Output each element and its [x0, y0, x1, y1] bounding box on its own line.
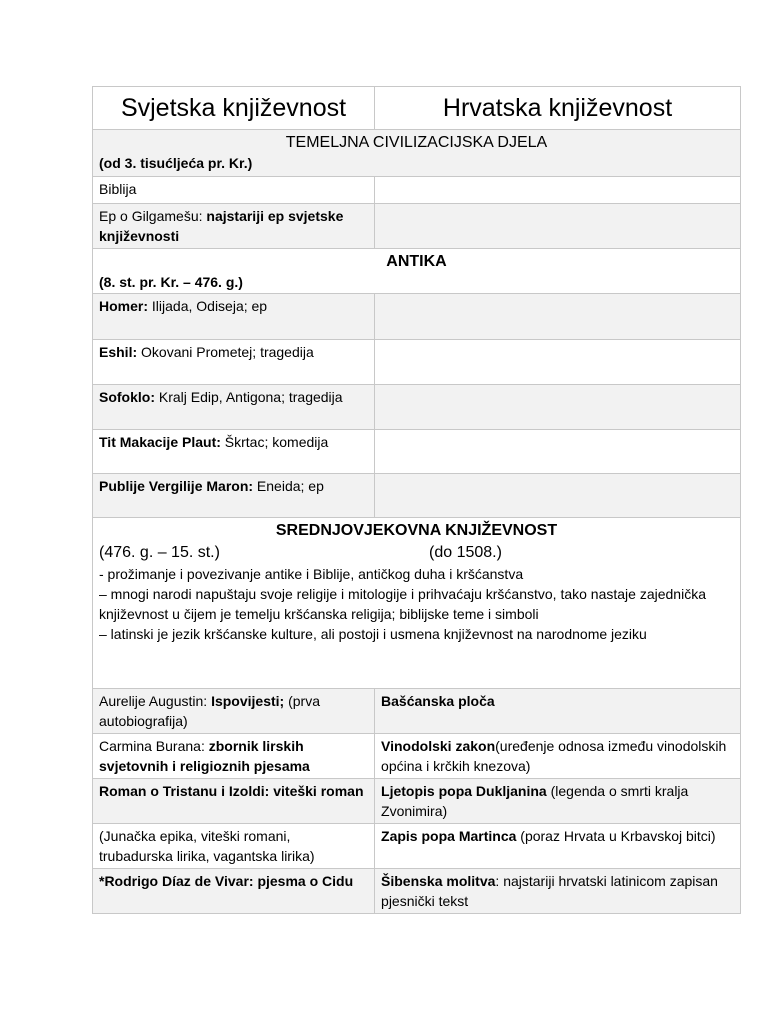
- table-row: [93, 177, 741, 204]
- cell-croatian: [375, 385, 741, 430]
- cell-croatian: [375, 340, 741, 385]
- table-row: [93, 340, 741, 385]
- cell-croatian: [375, 430, 741, 474]
- dates-croatian: (do 1508.): [429, 544, 502, 561]
- section-point: - prožimanje i povezivanje antike i Biblije, antičkog duha i kršćanstva: [99, 566, 524, 582]
- cell-world: Eshil: Okovani Prometej; tragedija: [93, 340, 375, 385]
- cell-croatian: [375, 474, 741, 518]
- cell-world: Biblija: [93, 177, 375, 204]
- table-row: [93, 430, 741, 474]
- table-row: [93, 474, 741, 518]
- cell-croatian: Bašćanska ploča: [375, 689, 741, 734]
- cell-croatian: [375, 204, 741, 249]
- section-point: – mnogi narodi napuštaju svoje religije i mitologije i prihvaćaju kršćanstvo, tako nastaje zajednička književnost u čijem je temelju kršćanska religija; biblijske teme i simboli: [99, 586, 706, 622]
- table-row: [93, 204, 741, 249]
- section-antika: [93, 249, 741, 294]
- cell-croatian: Vinodolski zakon(uređenje odnosa između vinodolskih općina i krčkih knezova): [375, 734, 741, 779]
- section-title: SREDNJOVJEKOVNA KNJIŽEVNOST: [275, 522, 558, 539]
- cell-world: Ep o Gilgamešu: najstariji ep svjetske književnosti: [93, 204, 375, 249]
- cell-world: Publije Vergilije Maron: Eneida; ep: [93, 474, 375, 518]
- table-row: [93, 824, 741, 869]
- section-temeljna: [93, 130, 741, 177]
- table-row: [93, 385, 741, 430]
- table-row: [93, 734, 741, 779]
- section-srednjovjekovna: [93, 518, 741, 689]
- cell-croatian: [375, 177, 741, 204]
- section-title: TEMELJNA CIVILIZACIJSKA DJELA: [285, 134, 548, 151]
- cell-world: Sofoklo: Kralj Edip, Antigona; tragedija: [93, 385, 375, 430]
- header-croatian: Hrvatska književnost: [375, 87, 741, 130]
- cell-world: Roman o Tristanu i Izoldi: viteški roman: [93, 779, 375, 824]
- dates-world: (476. g. – 15. st.): [99, 544, 220, 561]
- cell-croatian: Šibenska molitva: najstariji hrvatski latinicom zapisan pjesnički tekst: [375, 869, 741, 914]
- cell-croatian: Ljetopis popa Dukljanina (legenda o smrti kralja Zvonimira): [375, 779, 741, 824]
- table-row: [93, 689, 741, 734]
- section-dates: (od 3. tisućljeća pr. Kr.): [99, 155, 253, 171]
- table-row: [93, 869, 741, 914]
- literature-table: [92, 86, 741, 914]
- section-title: ANTIKA: [386, 253, 447, 270]
- cell-world: Homer: Ilijada, Odiseja; ep: [93, 294, 375, 340]
- cell-world: Tit Makacije Plaut: Škrtac; komedija: [93, 430, 375, 474]
- cell-croatian: [375, 294, 741, 340]
- header-row: [93, 87, 741, 130]
- cell-world: Aurelije Augustin: Ispovijesti; (prva autobiografija): [93, 689, 375, 734]
- cell-world: (Junačka epika, viteški romani, trubadurska lirika, vagantska lirika): [93, 824, 375, 869]
- section-dates: (8. st. pr. Kr. – 476. g.): [99, 274, 243, 290]
- table-row: [93, 779, 741, 824]
- section-point: – latinski je jezik kršćanske kulture, ali postoji i usmena književnost na narodnome jeziku: [99, 626, 647, 642]
- section-dates: [99, 542, 734, 564]
- cell-world: Carmina Burana: zbornik lirskih svjetovnih i religioznih pjesama: [93, 734, 375, 779]
- header-world: Svjetska književnost: [93, 87, 375, 130]
- table-row: [93, 294, 741, 340]
- cell-croatian: Zapis popa Martinca (poraz Hrvata u Krbavskoj bitci): [375, 824, 741, 869]
- cell-world: *Rodrigo Díaz de Vivar: pjesma o Cidu: [93, 869, 375, 914]
